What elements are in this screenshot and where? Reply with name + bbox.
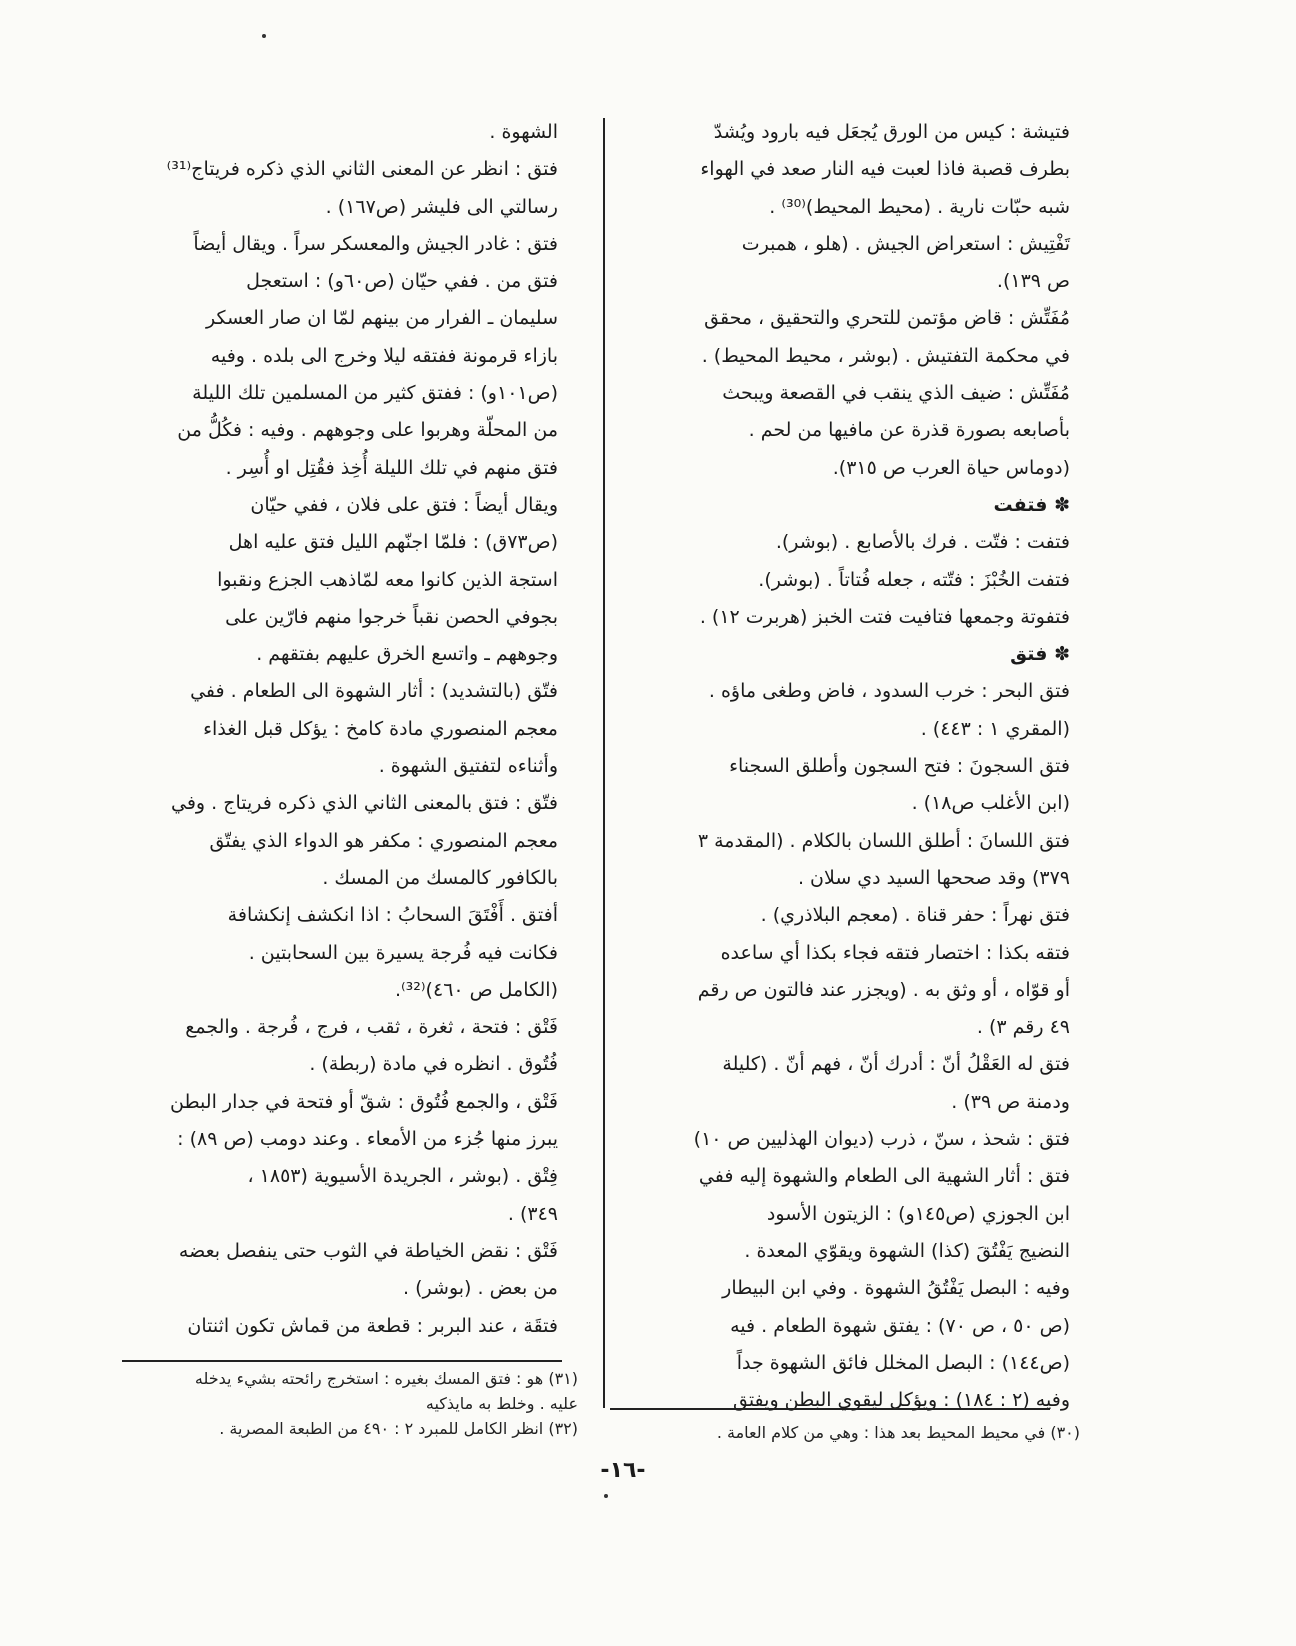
text-line: معجم المنصوري : مكفر هو الدواء الذي يفتّق (209, 829, 558, 852)
footnote-30: (٣٠) في محيط المحيط بعد هذا : وهي من كلام العامة . (716, 1423, 1080, 1442)
footnote-31-line-1: (٣١) هو : فتق المسك بغيره : استخرج رائحته بشيء يدخله (194, 1369, 578, 1388)
text-line: ودمنة ص ٣٩) . (951, 1090, 1070, 1113)
text-line: النضيج يَفْتُقَ (كذا) الشهوة ويقوّي المعدة . (744, 1239, 1070, 1262)
page-number: -١٦- (600, 1458, 646, 1483)
text-line: ص ١٣٩). (996, 270, 1070, 293)
text-line: فتق له العَقْلُ أنّ : أدرك أنّ ، فهم أنّ . (كليلة (722, 1053, 1070, 1076)
text-line: فَتْق : فتحة ، ثغرة ، ثقب ، فرج ، فُرجة . والجمع (185, 1016, 558, 1039)
text-line: بأصابعه بصورة قذرة عن مافيها من لحم . (748, 419, 1070, 442)
text-line: من بعض . (بوشر) . (403, 1277, 558, 1300)
left-column (128, 114, 558, 1345)
text-line: فتّق (بالتشديد) : أثار الشهوة الى الطعام . ففي (190, 680, 558, 703)
text-line: من المحلّة وهربوا على وجوههم . وفيه : فكُلُّ من (177, 419, 558, 442)
scan-speck (262, 34, 266, 38)
text-line: فتيشة : كيس من الورق يُجعَل فيه بارود ويُشدّ (713, 121, 1070, 143)
text-line: استجة الذين كانوا معه لمّاذهب الجزع ونقبوا (217, 568, 558, 591)
text-line: فتق : انظر عن المعنى الثاني الذي ذكره فريتاج⁽³¹⁾ (166, 158, 558, 181)
text-line: وفيه (٢ : ١٨٤) : ويؤكل ليقوي البطن ويفتق (732, 1389, 1070, 1412)
text-line: فتقه بكذا : اختصار فتقه فجاء بكذا أي ساعده (720, 941, 1070, 964)
text-line: فتق اللسانَ : أطلق اللسان بالكلام . (المقدمة ٣ (697, 829, 1070, 852)
text-line: فتق السجونَ : فتح السجون وأطلق السجناء (729, 755, 1070, 778)
text-line: ✽ فتفت (993, 493, 1070, 516)
text-line: يبرز منها جُزء من الأمعاء . وعند دومب (ص ٨٩) : (177, 1128, 558, 1151)
text-line: فَتْق ، والجمع فُتُوق : شقّ أو فتحة في جدار البطن (170, 1090, 558, 1113)
right-footnote (640, 1420, 1080, 1445)
text-line: فتفت الخُبْزَ : فتّته ، جعله فُتاتاً . (بوشر). (758, 568, 1070, 591)
left-footnote-rule (122, 1360, 562, 1362)
text-line: ٣٤٩) . (507, 1202, 558, 1225)
text-line: فَتْق : نقض الخياطة في الثوب حتى ينفصل بعضه (178, 1239, 558, 1262)
text-line: الشهوة . (489, 121, 558, 143)
text-line: فتق : أثار الشهية الى الطعام والشهوة إليه ففي (698, 1165, 1070, 1188)
text-line: ابن الجوزي (ص١٤٥و) : الزيتون الأسود (766, 1202, 1070, 1225)
text-line: بالكافور كالمسك من المسك . (322, 866, 558, 889)
text-line: سليمان ـ الفرار من بينهم لمّا ان صار العسكر (205, 307, 558, 330)
right-footnote-rule (610, 1408, 1050, 1410)
text-line: فتق نهراً : حفر قناة . (معجم البلاذري) . (760, 904, 1070, 927)
scan-speck (604, 1494, 608, 1498)
text-line: (ص ٥٠ ، ص ٧٠) : يفتق شهوة الطعام . فيه (730, 1314, 1070, 1337)
text-line: شبه حبّات نارية . (محيط المحيط)⁽³⁰⁾ . (769, 195, 1070, 218)
text-line: فتق : شحذ ، سنّ ، ذرب (ديوان الهذليين ص ١٠) (693, 1128, 1070, 1151)
text-line: فِتْق . (بوشر ، الجريدة الأسيوية (١٨٥٣ ، (247, 1165, 558, 1188)
text-line: ٤٩ رقم ٣) . (976, 1016, 1070, 1039)
text-line: فتقَة ، عند البربر : قطعة من قماش تكون اثنتان (187, 1314, 558, 1337)
text-line: (المقري ١ : ٤٤٣) . (920, 717, 1070, 740)
text-line: (الكامل ص ٤٦٠)⁽³²⁾. (394, 978, 558, 1001)
text-line: وفيه : البصل يَفْتُقُ الشهوة . وفي ابن البيطار (722, 1277, 1070, 1300)
text-line: فتق من . ففي حيّان (ص٦٠و) : استعجل (246, 270, 558, 293)
footnote-31-line-2: عليه . وخلط به مايذكيه (425, 1394, 578, 1413)
text-line: بطرف قصبة فاذا لعبت فيه النار صعد في الهواء (700, 158, 1070, 181)
column-divider (603, 118, 605, 1408)
footnote-32: (٣٢) انظر الكامل للمبرد ٢ : ٤٩٠ من الطبعة المصرية . (219, 1419, 578, 1438)
text-line: مُفَتِّش : قاض مؤتمن للتحري والتحقيق ، محقق (704, 307, 1070, 330)
text-line: ✽ فتق (1010, 643, 1070, 666)
text-line: أو قوّاه ، أو وثق به . (ويجزر عند فالتون ص رقم (697, 978, 1070, 1001)
text-line: فتّق : فتق بالمعنى الثاني الذي ذكره فريتاج . وفي (170, 792, 558, 815)
right-column (640, 114, 1070, 1419)
text-line: (ص١٤٤) : البصل المخلل فائق الشهوة جداً (736, 1351, 1070, 1374)
text-line: بجوفي الحصن نقباً خرجوا منهم فارّين على (225, 605, 558, 628)
text-line: (دوماس حياة العرب ص ٣١٥). (832, 456, 1070, 479)
text-line: (ص١٠١و) : ففتق كثير من المسلمين تلك الليلة (192, 382, 558, 405)
text-line: وجوههم ـ واتسع الخرق عليهم بفتقهم . (256, 643, 558, 666)
text-line: ٣٧٩) وقد صححها السيد دي سلان . (797, 866, 1070, 889)
text-line: (ابن الأغلب ص١٨) . (911, 792, 1070, 815)
text-line: في محكمة التفتيش . (بوشر ، محيط المحيط) . (701, 344, 1070, 367)
text-line: رسالتي الى فليشر (ص١٦٧) . (325, 195, 558, 218)
text-line: فتق البحر : خرب السدود ، فاض وطغى ماؤه . (708, 680, 1070, 703)
text-line: (ص٧٣ق) : فلمّا اجنّهم الليل فتق عليه اهل (228, 531, 558, 554)
text-line: أفتق . أَفْتَقَ السحابُ : اذا انكشف إنكشافة (227, 904, 558, 927)
text-line: وأثناءه لتفتيق الشهوة . (378, 755, 558, 778)
text-line: تَفْتِيش : استعراض الجيش . (هلو ، همبرت (741, 232, 1070, 255)
text-line: فكانت فيه فُرجة يسيرة بين السحابتين . (248, 941, 558, 964)
text-line: فتق منهم في تلك الليلة أُخِذ فقُتِل او أُسِر . (225, 456, 558, 479)
text-line: ويقال أيضاً : فتق على فلان ، ففي حيّان (250, 493, 558, 516)
text-line: فتفوتة وجمعها فتافيت فتت الخبز (هربرت ١٢) . (699, 605, 1070, 628)
text-line: مُفَتِّش : ضيف الذي ينقب في القصعة ويبحث (722, 382, 1070, 405)
left-footnotes (128, 1366, 578, 1441)
text-line: بازاء قرمونة ففتقه ليلا وخرج الى بلده . وفيه (210, 344, 558, 367)
text-line: معجم المنصوري مادة كامخ : يؤكل قبل الغذاء (203, 717, 558, 740)
text-line: فُتُوق . انظره في مادة (ربطة) . (309, 1053, 558, 1076)
text-line: فتفت : فتّت . فرك بالأصابع . (بوشر). (775, 531, 1070, 554)
text-line: فتق : غادر الجيش والمعسكر سراً . ويقال أيضاً (193, 232, 558, 255)
